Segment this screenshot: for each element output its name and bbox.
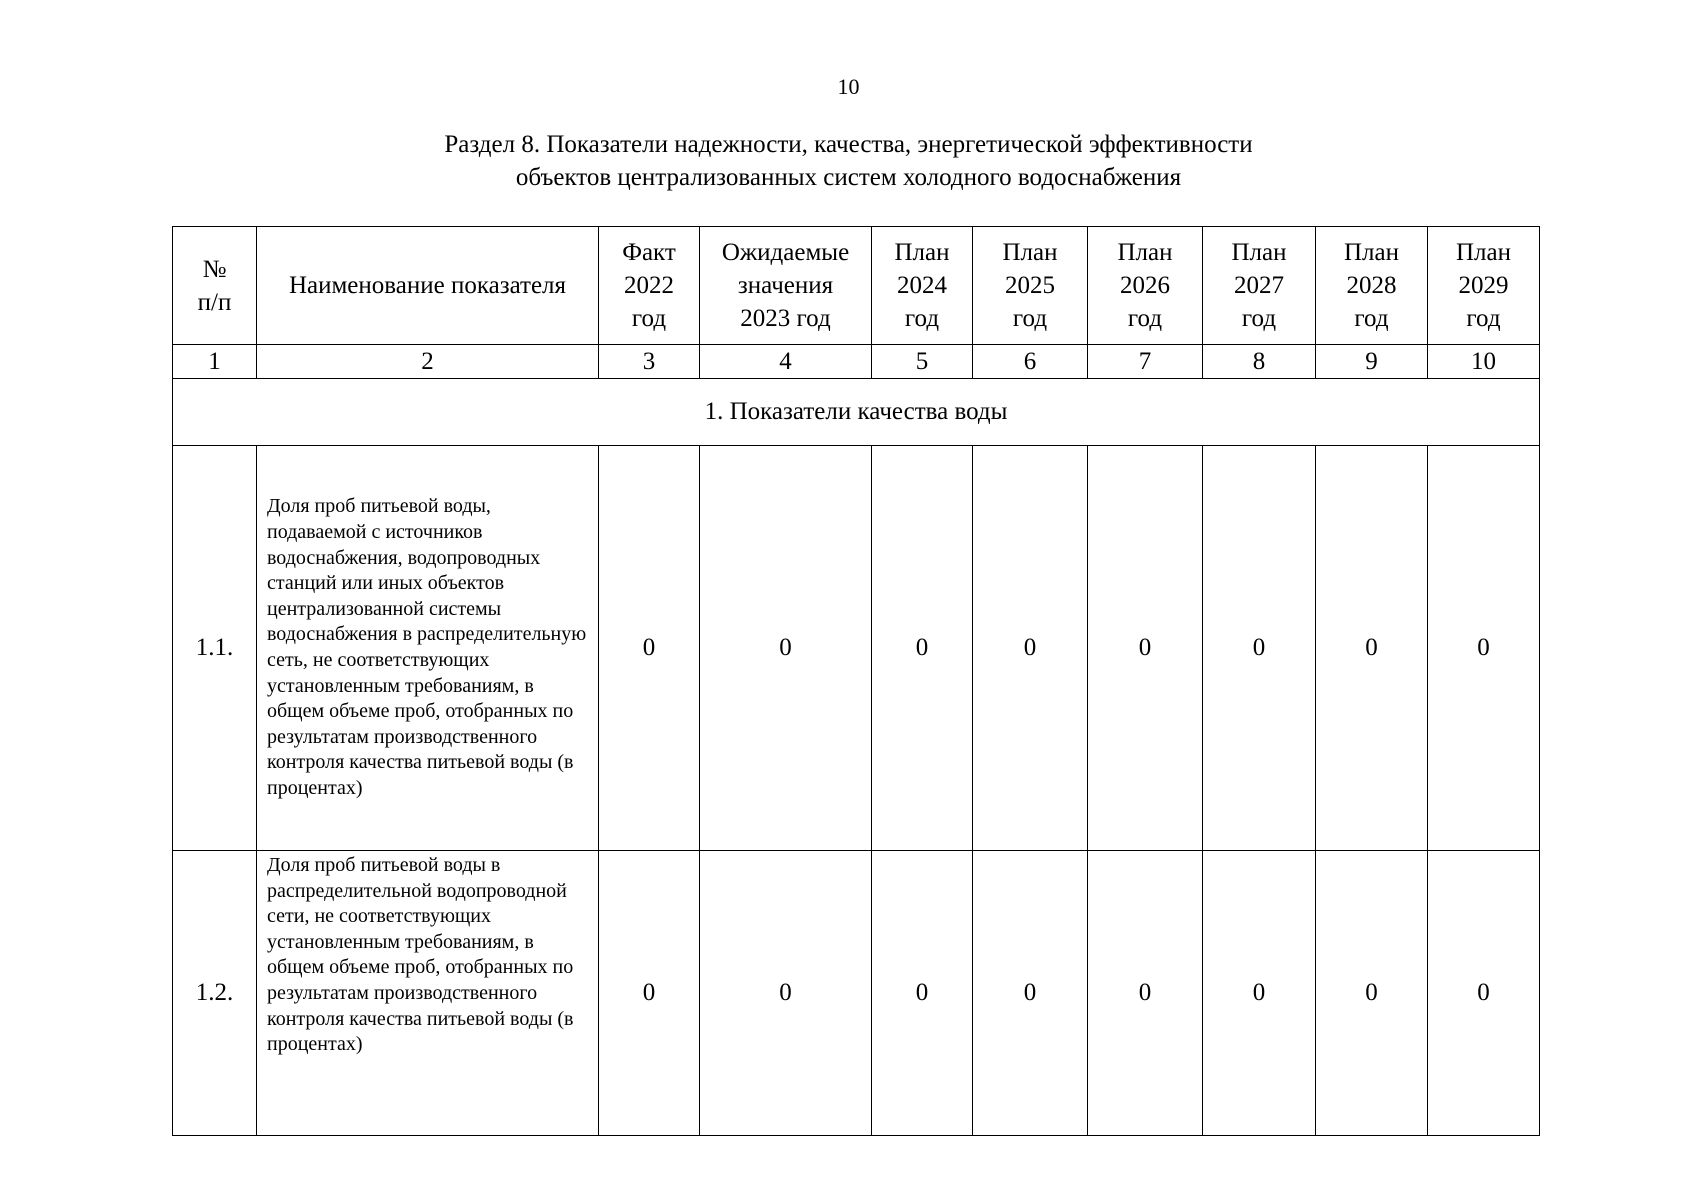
column-number-cell: 7 <box>1088 345 1203 379</box>
row-value: 0 <box>872 851 973 1136</box>
column-number-cell: 9 <box>1316 345 1428 379</box>
row-indicator-name: Доля проб питьевой воды в распределительной водопроводной сети, не соответствующих установленным требованиям, в общем объеме проб, отобранных по результатам производственного контроля качества питьевой воды (в процентах) <box>257 851 599 1136</box>
header-cell-plan-2029: План 2029 год <box>1428 227 1540 345</box>
row-value: 0 <box>700 851 872 1136</box>
row-value: 0 <box>599 851 700 1136</box>
column-number-cell: 4 <box>700 345 872 379</box>
section-heading-row <box>173 379 1540 446</box>
header-cell-plan-2024: План 2024 год <box>872 227 973 345</box>
header-cell-plan-2028: План 2028 год <box>1316 227 1428 345</box>
row-value: 0 <box>973 851 1088 1136</box>
column-number-cell: 10 <box>1428 345 1540 379</box>
section-title <box>0 128 1697 194</box>
section-heading: 1. Показатели качества воды <box>173 379 1540 446</box>
row-value: 0 <box>1088 851 1203 1136</box>
row-value: 0 <box>1203 851 1316 1136</box>
column-number-cell: 3 <box>599 345 700 379</box>
page-number: 10 <box>837 74 860 99</box>
indicators-table <box>172 226 1540 1136</box>
column-number-cell: 5 <box>872 345 973 379</box>
row-value: 0 <box>1088 446 1203 851</box>
section-title-line-1: Раздел 8. Показатели надежности, качества, энергетической эффективности <box>444 131 1253 158</box>
table-row <box>173 446 1540 851</box>
header-cell-number: № п/п <box>173 227 257 345</box>
row-value: 0 <box>1428 446 1540 851</box>
row-value: 0 <box>872 446 973 851</box>
row-number: 1.2. <box>173 851 257 1136</box>
section-title-line-2: объектов централизованных систем холодного водоснабжения <box>515 164 1182 191</box>
table-row <box>173 851 1540 1136</box>
row-number: 1.1. <box>173 446 257 851</box>
column-number-cell: 6 <box>973 345 1088 379</box>
row-value: 0 <box>1203 446 1316 851</box>
row-indicator-name: Доля проб питьевой воды, подаваемой с источников водоснабжения, водопроводных станций или иных объектов централизованной системы водоснабжения в распределительную сеть, не соответствующих установленным требованиям, в общем объеме проб, отобранных по результатам производственного контроля качества питьевой воды (в процентах) <box>257 446 599 851</box>
column-number-cell: 1 <box>173 345 257 379</box>
row-value: 0 <box>1428 851 1540 1136</box>
column-number-cell: 8 <box>1203 345 1316 379</box>
header-row <box>173 227 1540 345</box>
header-cell-plan-2027: План 2027 год <box>1203 227 1316 345</box>
row-value: 0 <box>973 446 1088 851</box>
column-number-row <box>173 345 1540 379</box>
row-value: 0 <box>1316 446 1428 851</box>
row-value: 0 <box>599 446 700 851</box>
row-value: 0 <box>1316 851 1428 1136</box>
header-cell-name: Наименование показателя <box>257 227 599 345</box>
row-value: 0 <box>700 446 872 851</box>
header-cell-expected-2023: Ожидаемые значения 2023 год <box>700 227 872 345</box>
column-number-cell: 2 <box>257 345 599 379</box>
header-cell-plan-2026: План 2026 год <box>1088 227 1203 345</box>
header-cell-fact-2022: Факт 2022 год <box>599 227 700 345</box>
header-cell-plan-2025: План 2025 год <box>973 227 1088 345</box>
